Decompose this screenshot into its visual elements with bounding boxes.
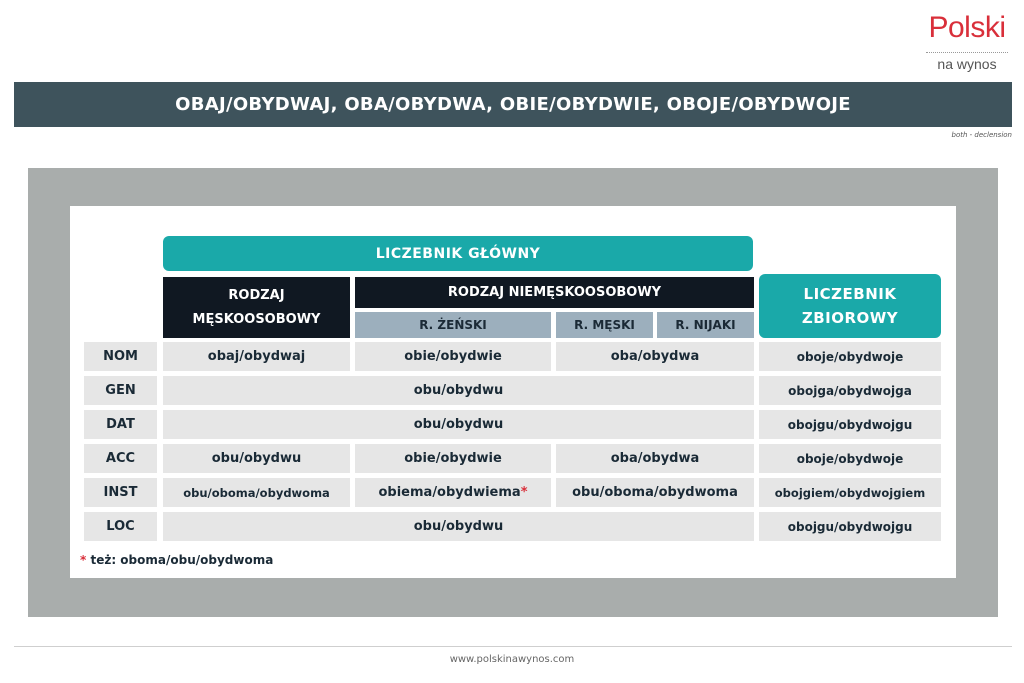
logo-main-text: Polski bbox=[928, 11, 1006, 44]
cell-acc-meskoosobowy: obu/obydwu bbox=[163, 444, 350, 473]
header-liczebnik-zbiorowy bbox=[759, 274, 941, 338]
case-label-acc: ACC bbox=[84, 444, 157, 473]
header-rodzaj-meskoosobowy-line2: MĘSKOOSOBOWY bbox=[192, 311, 321, 327]
cell-nom-meski-nijaki: oba/obydwa bbox=[556, 342, 754, 371]
footer-divider bbox=[14, 646, 1012, 647]
case-label-inst: INST bbox=[84, 478, 157, 507]
header-r-meski: R. MĘSKI bbox=[556, 312, 653, 338]
cell-acc-meski-nijaki: oba/obydwa bbox=[556, 444, 754, 473]
header-rodzaj-meskoosobowy bbox=[163, 277, 350, 338]
footnote-asterisk: * bbox=[80, 553, 87, 567]
cell-dat-zbiorowy: obojgu/obydwojgu bbox=[759, 410, 941, 439]
header-rodzaj-meskoosobowy-line1: RODZAJ bbox=[228, 287, 285, 303]
cell-loc-merged: obu/obydwu bbox=[163, 512, 754, 541]
case-label-loc: LOC bbox=[84, 512, 157, 541]
cell-nom-zbiorowy: oboje/obydwoje bbox=[759, 342, 941, 371]
cell-inst-meskoosobowy: obu/oboma/obydwoma bbox=[163, 478, 350, 507]
footnote-marker: * bbox=[520, 485, 528, 500]
cell-gen-merged: obu/obydwu bbox=[163, 376, 754, 405]
cell-nom-zenski: obie/obydwie bbox=[355, 342, 551, 371]
footnote bbox=[80, 553, 273, 567]
header-r-zenski: R. ŻEŃSKI bbox=[355, 312, 551, 338]
cell-gen-zbiorowy: obojga/obydwojga bbox=[759, 376, 941, 405]
cell-inst-meski-nijaki: obu/oboma/obydwoma bbox=[556, 478, 754, 507]
page-title: OBAJ/OBYDWAJ, OBA/OBYDWA, OBIE/OBYDWIE, OBOJE/OBYDWOJE bbox=[14, 82, 1012, 127]
cell-inst-zenski bbox=[355, 478, 551, 507]
cell-acc-zenski: obie/obydwie bbox=[355, 444, 551, 473]
header-rodzaj-niemeskoosobowy: RODZAJ NIEMĘSKOOSOBOWY bbox=[355, 277, 754, 308]
cell-loc-zbiorowy: obojgu/obydwojgu bbox=[759, 512, 941, 541]
cell-acc-zbiorowy: oboje/obydwoje bbox=[759, 444, 941, 473]
brand-logo bbox=[922, 12, 1012, 72]
cell-dat-merged: obu/obydwu bbox=[163, 410, 754, 439]
page-subtitle: both - declension bbox=[951, 131, 1012, 139]
case-label-dat: DAT bbox=[84, 410, 157, 439]
logo-sub-text: na wynos bbox=[937, 56, 997, 72]
case-label-gen: GEN bbox=[84, 376, 157, 405]
header-liczebnik-glowny: LICZEBNIK GŁÓWNY bbox=[163, 236, 753, 271]
logo-divider bbox=[926, 52, 1008, 53]
header-liczebnik-zbiorowy-line2: ZBIOROWY bbox=[801, 309, 899, 327]
footer-url[interactable]: www.polskinawynos.com bbox=[449, 654, 575, 665]
header-r-nijaki: R. NIJAKI bbox=[657, 312, 754, 338]
cell-nom-meskoosobowy: obaj/obydwaj bbox=[163, 342, 350, 371]
case-label-nom: NOM bbox=[84, 342, 157, 371]
cell-inst-zbiorowy: obojgiem/obydwojgiem bbox=[759, 478, 941, 507]
footnote-text: też: oboma/obu/obydwoma bbox=[86, 553, 274, 567]
header-liczebnik-zbiorowy-line1: LICZEBNIK bbox=[803, 285, 897, 303]
cell-inst-zenski-text: obiema/obydwiema bbox=[378, 485, 521, 500]
